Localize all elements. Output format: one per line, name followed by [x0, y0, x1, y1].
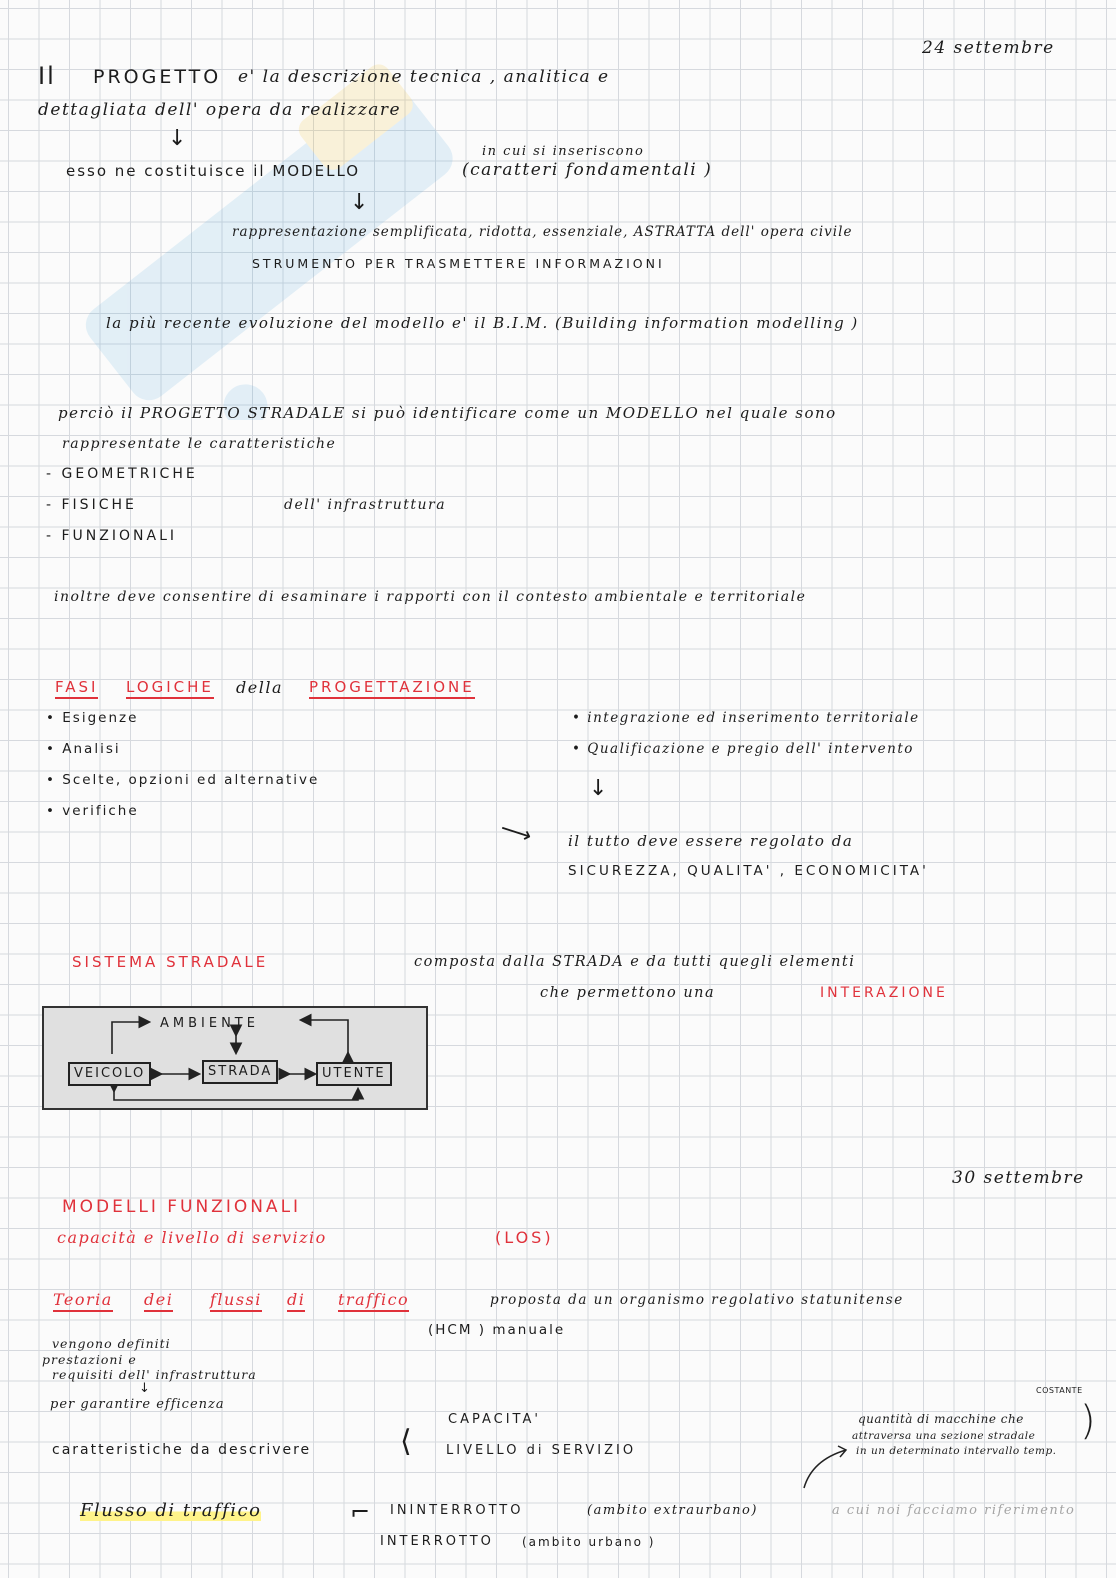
arrow-right-icon: ⟶	[497, 815, 535, 850]
teoria-title-dei: dei	[144, 1290, 173, 1312]
fasi-left-item: • Esigenze	[46, 710, 139, 726]
item-funzionali: - FUNZIONALI	[46, 528, 177, 544]
strada-box: STRADA	[202, 1060, 278, 1084]
note-small: in cui si inseriscono	[482, 144, 645, 159]
sicurezza-line: SICUREZZA, QUALITA' , ECONOMICITA'	[568, 863, 929, 879]
modello-line: esso ne costituisce il MODELLO	[66, 162, 361, 180]
fasi-title-progettazione: PROGETTAZIONE	[309, 678, 475, 699]
flusso-title: Flusso di traffico	[80, 1500, 262, 1521]
capacita-label: CAPACITA'	[448, 1412, 541, 1427]
intro-line2: dettagliata dell' opera da realizzare	[38, 100, 402, 120]
branch-icon: ⌐	[350, 1498, 371, 1526]
fasi-left-item: • verifiche	[46, 803, 139, 819]
rappresentazione-line: rappresentazione semplificata, ridotta, essenziale, ASTRATTA dell' opera civile	[232, 224, 853, 240]
progetto-stradale-line2: rappresentate le caratteristiche	[62, 436, 337, 452]
fasi-right-item: • integrazione ed inserimento territoriale	[572, 710, 920, 726]
bim-line: la più recente evoluzione del modello e' il B.I.M. (Building information modelling )	[106, 314, 859, 332]
teoria-title-di: di	[287, 1290, 305, 1312]
quantita-line2: attraversa una sezione stradale	[852, 1430, 1036, 1442]
fasi-left-item: • Analisi	[46, 741, 121, 757]
teoria-title-flussi: flussi	[210, 1290, 262, 1312]
angle-bracket-icon: ⟨	[400, 1424, 412, 1459]
note-main: (caratteri fondamentali )	[462, 160, 713, 180]
hcm-line: (HCM ) manuale	[428, 1322, 566, 1338]
sistema-desc-line1: composta dalla STRADA e da tutti quegli elementi	[414, 954, 856, 970]
curved-arrow-icon	[800, 1444, 860, 1494]
utente-box: UTENTE	[316, 1062, 392, 1086]
costante-label: COSTANTE	[1036, 1386, 1083, 1395]
fasi-right-item: • Qualificazione e pregio dell' intervento	[572, 741, 914, 757]
arrow-down-icon: ↓	[168, 126, 187, 151]
intro-il: Il	[38, 62, 56, 90]
fasi-title-fasi: FASI	[55, 678, 98, 699]
date-24-settembre: 24 settembre	[922, 38, 1055, 58]
teoria-title-teoria: Teoria	[53, 1290, 113, 1312]
fasi-left-item: • Scelte, opzioni ed alternative	[46, 772, 320, 788]
interrotto-label: INTERROTTO	[380, 1534, 494, 1549]
arrow-down-icon: ↓	[350, 190, 369, 215]
veicolo-box: VEICOLO	[68, 1062, 151, 1086]
date-30-settembre: 30 settembre	[952, 1168, 1085, 1188]
ambiente-label: AMBIENTE	[160, 1016, 259, 1031]
fasi-title-della: della	[236, 678, 283, 697]
ininterrotto-note: (ambito extraurbano)	[587, 1503, 758, 1518]
quantita-line3: in un determinato intervallo temp.	[856, 1445, 1057, 1457]
item-geometriche: - GEOMETRICHE	[46, 466, 198, 482]
item-fisiche: - FISICHE	[46, 497, 137, 513]
los-label: (LOS)	[495, 1228, 554, 1247]
caratteristiche-line: caratteristiche da descrivere	[52, 1442, 312, 1458]
proposta-line: proposta da un organismo regolativo statunitense	[490, 1292, 904, 1308]
quantita-line1: quantità di macchine che	[858, 1412, 1024, 1426]
sistema-title: SISTEMA STRADALE	[72, 953, 269, 971]
modelli-subtitle: capacità e livello di servizio	[57, 1228, 327, 1247]
sistema-diagram	[42, 1006, 428, 1110]
regolato-line: il tutto deve essere regolato da	[568, 832, 854, 850]
infrastruttura-label: dell' infrastruttura	[284, 497, 447, 513]
strumento-line: STRUMENTO PER TRASMETTERE INFORMAZIONI	[252, 256, 665, 271]
sistema-desc-line2: che permettono una	[540, 985, 716, 1001]
garantire-line: per garantire efficenza	[50, 1397, 225, 1412]
riferimento-note: a cui noi facciamo riferimento	[832, 1503, 1076, 1518]
vengono-line3: requisiti dell' infrastruttura	[52, 1367, 257, 1382]
vengono-line2: prestazioni e	[42, 1352, 137, 1367]
interazione-label: INTERAZIONE	[820, 985, 948, 1001]
interrotto-note: (ambito urbano )	[522, 1535, 656, 1549]
ininterrotto-label: ININTERROTTO	[390, 1503, 524, 1518]
intro-progetto: PROGETTO	[93, 66, 222, 88]
teoria-title-traffico: traffico	[338, 1290, 409, 1312]
vengono-line1: vengono definiti	[52, 1336, 171, 1351]
livello-label: LIVELLO di SERVIZIO	[446, 1443, 637, 1458]
inoltre-line: inoltre deve consentire di esaminare i rapporti con il contesto ambientale e territoriale	[54, 589, 807, 605]
arrow-down-icon: ↓	[139, 1381, 150, 1396]
progetto-stradale-line1: perciò il PROGETTO STRADALE si può identificare come un MODELLO nel quale sono	[58, 404, 837, 422]
modelli-title: MODELLI FUNZIONALI	[62, 1197, 302, 1217]
brace-icon: )	[1080, 1398, 1096, 1444]
arrow-down-icon: ↓	[589, 776, 608, 801]
intro-line1: e' la descrizione tecnica , analitica e	[238, 67, 610, 87]
fasi-title-logiche: LOGICHE	[126, 678, 214, 699]
